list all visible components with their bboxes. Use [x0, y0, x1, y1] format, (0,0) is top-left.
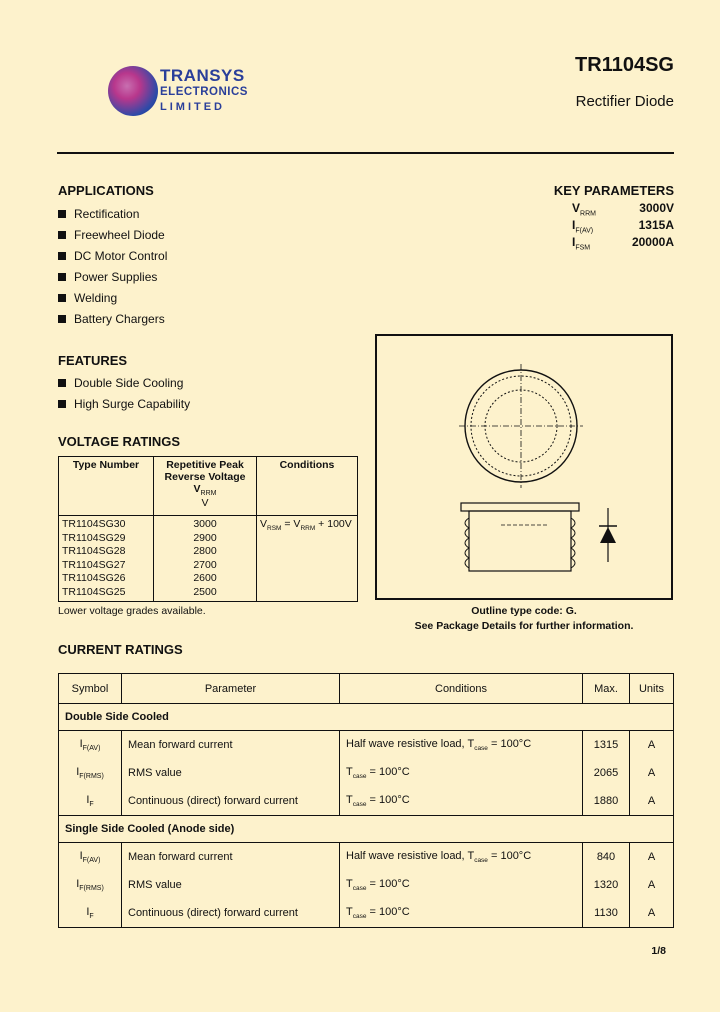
list-item: DC Motor Control [58, 248, 167, 269]
bullet-square-icon [58, 315, 66, 323]
outline-type-caption: Outline type code: G. [471, 605, 577, 617]
cell-symbol: $I_{F(AV)}$ [59, 843, 122, 872]
bullet-square-icon [58, 231, 66, 239]
package-details-caption: See Package Details for further information. [414, 620, 634, 632]
cell-conditions: Half wave resistive load, $T_{case} = 100^\circ C$ [340, 731, 583, 760]
cell-max: 2065 [583, 759, 630, 787]
cell-units: A [630, 899, 674, 928]
package-outline-drawing [377, 336, 671, 598]
cell-max: 1880 [583, 787, 630, 816]
bullet-square-icon [58, 400, 66, 408]
cell-parameter: Mean forward current [122, 731, 340, 760]
group-label-single-side: Single Side Cooled (Anode side) [59, 816, 674, 843]
list-item: Freewheel Diode [58, 227, 167, 248]
cell-symbol: $I_F$ [59, 899, 122, 928]
cell-symbol: $I_{F(AV)}$ [59, 731, 122, 760]
current-ratings-heading: CURRENT RATINGS [58, 642, 183, 657]
bullet-square-icon [58, 210, 66, 218]
col-header-conditions: Conditions [257, 457, 358, 516]
voltage-ratings-heading: VOLTAGE RATINGS [58, 434, 181, 449]
cell-symbol: $I_F$ [59, 787, 122, 816]
table-row [59, 871, 674, 899]
current-ratings-table [58, 673, 674, 928]
cell-conditions: $T_{case} = 100^\circ C$ [340, 787, 583, 816]
table-header-row [59, 457, 358, 516]
package-outline-figure [375, 334, 673, 600]
page-number: 1/8 [651, 945, 666, 957]
cell-parameter: Continuous (direct) forward current [122, 787, 340, 816]
cell-max: 1320 [583, 871, 630, 899]
list-item: Double Side Cooling [58, 375, 190, 396]
logo-line-2: ELECTRONICS [160, 86, 248, 98]
cell-max: 840 [583, 843, 630, 872]
col-header-max: Max. [583, 674, 630, 704]
list-item: Rectification [58, 206, 167, 227]
table-row [59, 787, 674, 816]
cell-parameter: Mean forward current [122, 843, 340, 872]
table-row [59, 516, 358, 602]
cell-conditions: $T_{case} = 100^\circ C$ [340, 759, 583, 787]
cell-parameter: Continuous (direct) forward current [122, 899, 340, 928]
table-row [59, 759, 674, 787]
group-row [59, 816, 674, 843]
features-heading: FEATURES [58, 353, 128, 368]
list-item: High Surge Capability [58, 396, 190, 417]
voltage-condition-cell: $V_{RSM} = V_{RRM} + 100V$ [257, 516, 358, 602]
key-param-row [572, 235, 674, 252]
list-item: Welding [58, 290, 167, 311]
col-header-parameter: Parameter [122, 674, 340, 704]
company-logo-globe-icon [108, 66, 158, 116]
list-item: Power Supplies [58, 269, 167, 290]
cell-symbol: $I_{F(RMS)}$ [59, 759, 122, 787]
col-header-repetitive-peak: Repetitive Peak Reverse Voltage $V_{RRM}$ V [154, 457, 257, 516]
cell-conditions: $T_{case} = 100^\circ C$ [340, 871, 583, 899]
voltage-grades-note: Lower voltage grades available. [58, 605, 206, 617]
cell-parameter: RMS value [122, 871, 340, 899]
type-number-cells: TR1104SG30 TR1104SG29 TR1104SG28 TR1104SG27 TR1104SG26 TR1104SG25 [59, 516, 154, 602]
cell-units: A [630, 843, 674, 872]
group-label-double-side: Double Side Cooled [59, 704, 674, 731]
table-row [59, 899, 674, 928]
bullet-square-icon [58, 379, 66, 387]
key-param-row [572, 201, 674, 218]
key-parameters-heading: KEY PARAMETERS [553, 183, 674, 198]
key-param-symbol: $I_{FSM}$ [572, 235, 591, 252]
applications-heading: APPLICATIONS [58, 183, 154, 198]
key-param-value: 3000V [639, 201, 674, 215]
group-row [59, 704, 674, 731]
key-param-symbol: $V_{RRM}$ [572, 201, 596, 218]
logo-line-3: LIMITED [160, 101, 225, 113]
table-row [59, 843, 674, 872]
key-param-value: 1315A [638, 218, 674, 232]
cell-conditions: $T_{case} = 100^\circ C$ [340, 899, 583, 928]
col-header-symbol: Symbol [59, 674, 122, 704]
device-type-subtitle: Rectifier Diode [575, 93, 674, 110]
key-param-symbol: $I_{F(AV)}$ [572, 218, 594, 235]
list-item: Battery Chargers [58, 311, 167, 332]
cell-units: A [630, 759, 674, 787]
cell-max: 1130 [583, 899, 630, 928]
bullet-square-icon [58, 273, 66, 281]
header-divider [57, 152, 674, 154]
cell-max: 1315 [583, 731, 630, 760]
applications-list [58, 206, 167, 332]
cell-units: A [630, 871, 674, 899]
logo-line-1: TRANSYS [160, 66, 245, 85]
cell-units: A [630, 731, 674, 760]
col-header-type-number: Type Number [59, 457, 154, 516]
col-header-conditions: Conditions [340, 674, 583, 704]
cell-parameter: RMS value [122, 759, 340, 787]
col-header-units: Units [630, 674, 674, 704]
key-param-value: 20000A [631, 235, 674, 249]
cell-symbol: $I_{F(RMS)}$ [59, 871, 122, 899]
cell-units: A [630, 787, 674, 816]
table-header-row [59, 674, 674, 704]
voltage-cells: 3000 2900 2800 2700 2600 2500 [154, 516, 257, 602]
table-row [59, 731, 674, 760]
cell-conditions: Half wave resistive load, $T_{case} = 100^\circ C$ [340, 843, 583, 872]
bullet-square-icon [58, 294, 66, 302]
bullet-square-icon [58, 252, 66, 260]
features-list [58, 375, 190, 417]
voltage-ratings-table [58, 456, 358, 602]
part-number-title: TR1104SG [575, 54, 674, 76]
key-param-row [572, 218, 674, 235]
